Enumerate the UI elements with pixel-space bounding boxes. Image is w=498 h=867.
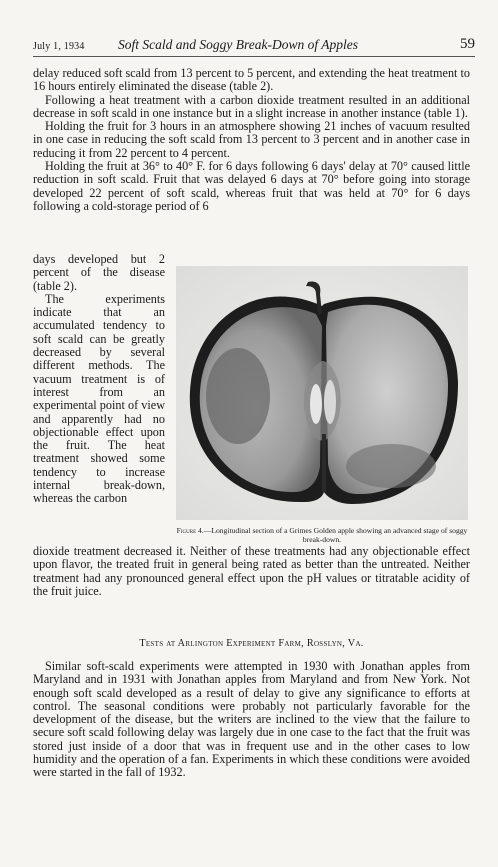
figure-caption-text: —Longitudinal section of a Grimes Golden apple showing an advanced stage of soggy break-down. [203, 526, 468, 544]
seed-cavity-right [324, 380, 336, 424]
body-text-top [33, 67, 470, 213]
page-number: 59 [460, 36, 475, 52]
paragraph: delay reduced soft scald from 13 percent to 5 percent, and extending the heat treatment to 16 hours entirely eliminated the disease (table 2). [33, 66, 470, 94]
apple-section-image [176, 266, 468, 520]
figure-caption [174, 527, 470, 544]
soggy-breakdown-area [206, 348, 270, 444]
body-text-final [33, 660, 470, 780]
core-line [322, 434, 326, 492]
paragraph: Holding the fruit at 36° to 40° F. for 6 days following 6 days' delay at 70° caused little reduction in soft scald. Fruit that was delayed 6 days at 70° before going into storage developed 22 percent of soft scald, whereas fruit that was held at 70° for 6 days following a cold-storage period of 6 [33, 159, 470, 213]
paragraph: Similar soft-scald experiments were attempted in 1930 with Jonathan apples from Maryland and in 1931 with Jonathan apples from Maryland and from New York. Not enough soft scald developed as a result of delay to give any significance to efforts at control. The seasonal conditions were probably not particularly favorable for the development of the disease, but the writers are inclined to the view that the failure to secure soft scald following delay was largely due in one case to the fact that the fruit was stored just inside of a door that was in frequent use and in the other cases to low humidity and the operation of a fan. Experiments in which these conditions were avoided were started in the fall of 1932. [33, 659, 470, 780]
header-date: July 1, 1934 [33, 41, 85, 52]
figure-label: Figure 4. [176, 526, 204, 535]
paragraph: Holding the fruit for 3 hours in an atmosphere showing 21 inches of vacuum resulted in one case in reducing the soft scald from 13 percent to 3 percent and in another case in reducing it from 22 percent to 4 percent. [33, 119, 470, 160]
header-running-title: Soft Scald and Soggy Break-Down of Apples [118, 37, 358, 52]
seed-cavity-left [310, 384, 322, 424]
text-column-beside-figure [33, 253, 165, 506]
section-heading: Tests at Arlington Experiment Farm, Rosslyn, Va. [139, 638, 364, 649]
paragraph: dioxide treatment decreased it. Neither of these treatments had any objectionable effect upon flavor, the treated fruit in general being rated as better than the untreated. Neither treatment had any pronounced general effect upon the pH values or titratable acidity of the fruit juice. [33, 544, 470, 598]
body-text-after-figure [33, 545, 470, 598]
running-header [33, 36, 475, 57]
paragraph: The experiments indicate that an accumulated tendency to soft scald can be greatly decreased by several different methods. The vacuum treatment is of interest from an experimental point of view and apparently had no objectionable effect upon the fruit. The heat treatment showed some tendency to increase internal break-down, whereas the carbon [33, 291, 165, 506]
paragraph: days developed but 2 percent of the disease (table 2). [33, 252, 165, 293]
figure-photograph [176, 266, 468, 520]
breakdown-area-lower-right [346, 444, 436, 488]
paragraph: Following a heat treatment with a carbon dioxide treatment resulted in an additional decrease in soft scald in one instance but in a slight increase in another instance (table 1). [33, 92, 470, 120]
